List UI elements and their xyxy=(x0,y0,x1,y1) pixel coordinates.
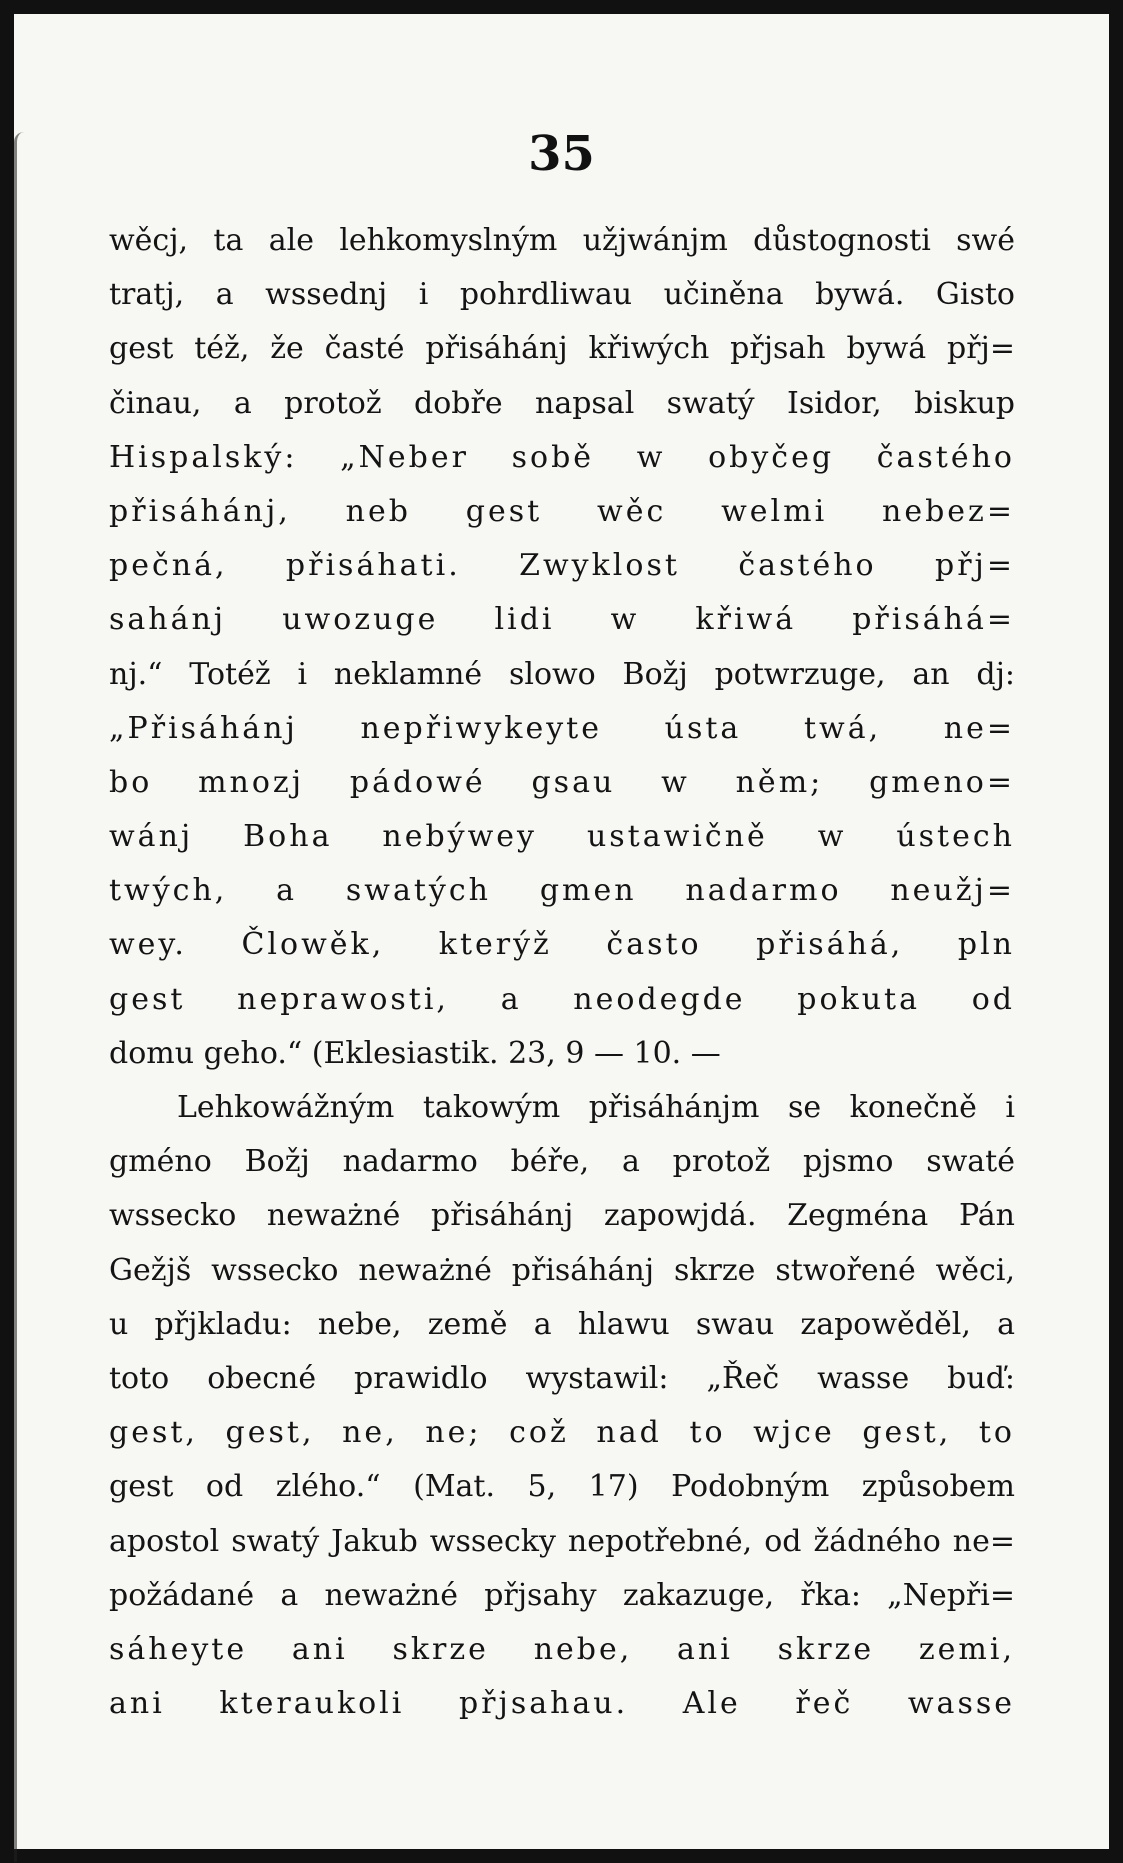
text-line: gméno Božj nadarmo béře, a protož pjsmo swaté xyxy=(109,1144,1015,1180)
text-line: apostol swatý Jakub wssecky nepotřebné, od žádného ne= xyxy=(109,1523,1015,1559)
text-line: toto obecné prawidlo wystawil: „Řeč wasse buď: xyxy=(109,1360,1015,1396)
text-line: činau, a protož dobře napsal swatý Isidor, biskup xyxy=(109,385,1015,421)
text-line: ani kteraukoli přjsahau. Ale řeč wasse xyxy=(109,1686,1015,1722)
page-number: 35 xyxy=(528,126,595,182)
text-line: sahánj uwozuge lidi w křiwá přisáhá= xyxy=(109,602,1015,638)
text-line: wěcj, ta ale lehkomyslným užjwánjm důstognosti swé xyxy=(109,223,1015,258)
text-line: Hispalský: „Neber sobě w obyčeg častého xyxy=(109,439,1015,475)
page-edge xyxy=(14,132,27,1862)
text-line: gest, gest, ne, ne; což nad to wjce gest, to xyxy=(109,1415,1015,1451)
text-line: domu geho.“ (Eklesiastik. 23, 9 — 10. — xyxy=(109,1035,721,1071)
text-line: přisáhánj, neb gest wěc welmi nebez= xyxy=(109,493,1015,529)
text-line: Gežjš wssecko neważné přisáhánj skrze stwořené wěci, xyxy=(109,1252,1015,1288)
text-line: u přjkladu: nebe, země a hlawu swau zapowěděl, a xyxy=(109,1306,1015,1342)
text-line: Lehkowážným takowým přisáhánjm se konečně i xyxy=(177,1090,1015,1125)
text-line: nj.“ Totéž i neklamné slowo Božj potwrzuge, an dj: xyxy=(109,656,1015,692)
text-line: sáheyte ani skrze nebe, ani skrze zemi, xyxy=(109,1631,1015,1667)
text-line: twých, a swatých gmen nadarmo neužj= xyxy=(109,873,1015,909)
text-line: wssecko neważné přisáhánj zapowjdá. Zegména Pán xyxy=(109,1198,1015,1234)
text-line: bo mnozj pádowé gsau w něm; gmeno= xyxy=(109,764,1015,800)
book-page xyxy=(14,14,1109,1849)
text-line: gest též, že časté přisáhánj křiwých přjsah bywá přj= xyxy=(109,331,1015,367)
text-line: gest od zlého.“ (Mat. 5, 17) Podobným způsobem xyxy=(109,1469,1015,1505)
body-text xyxy=(109,214,1015,1731)
text-line: gest neprawosti, a neodegde pokuta od xyxy=(109,981,1015,1017)
text-line: požádané a neważné přjsahy zakazuge, řka: „Nepři= xyxy=(109,1577,1015,1613)
text-line: „Přisáhánj nepřiwykeyte ústa twá, ne= xyxy=(109,710,1015,746)
text-line: wánj Boha nebýwey ustawičně w ústech xyxy=(109,819,1015,855)
text-line: tratj, a wssednj i pohrdliwau učiněna bywá. Gisto xyxy=(109,277,1015,313)
text-line: pečná, přisáhati. Zwyklost častého přj= xyxy=(109,548,1015,584)
text-line: wey. Člowěk, kterýž často přisáhá, pln xyxy=(109,927,1015,963)
